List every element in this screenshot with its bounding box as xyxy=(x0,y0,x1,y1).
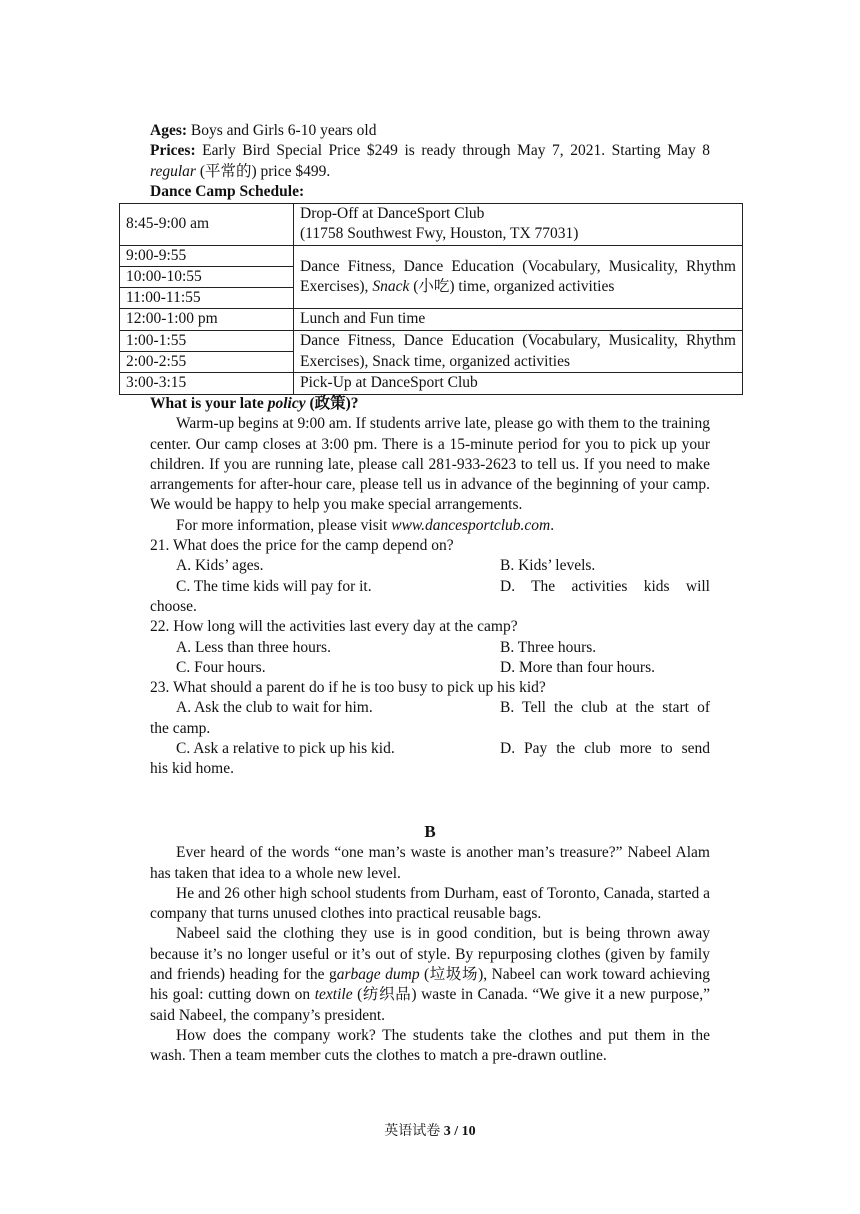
more-info-text: For more information, please visit xyxy=(176,516,392,534)
paragraph: He and 26 other high school students from Durham, east of Toronto, Canada, started a company that turns unused clothes into practical reusable bags. xyxy=(150,884,710,923)
time-cell: 12:00-1:00 pm xyxy=(120,309,294,330)
schedule-heading xyxy=(150,182,710,202)
schedule-table xyxy=(119,203,743,395)
options-row xyxy=(150,739,710,759)
option-d-continued: choose. xyxy=(150,597,197,615)
paragraph xyxy=(150,924,710,1025)
policy-word: policy xyxy=(267,395,306,412)
time-cell: 3:00-3:15 xyxy=(120,373,294,394)
options-row xyxy=(150,658,710,678)
activity-cell xyxy=(294,245,743,309)
options-row xyxy=(150,698,710,718)
activity-cell: Dance Fitness, Dance Education (Vocabulary, Musicality, Rhythm Exercises), Snack time, organized activities xyxy=(294,330,743,373)
options-row xyxy=(150,638,710,658)
option-c[interactable]: C. The time kids will pay for it. xyxy=(176,577,372,595)
policy-paragraph: Warm-up begins at 9:00 am. If students arrive late, please go with them to the training center. Our camp closes at 3:00 pm. There is a 15-minute period for you to pick up your children. If you are running late, please call 281-933-2623 to tell us. If you need to make arrangements for after-hour care, please tell us in advance of the beginning of your camp. We would be happy to help you make special arrangements. xyxy=(150,415,710,514)
page-footer xyxy=(0,1120,860,1140)
activity-line: (11758 Southwest Fwy, Houston, TX 77031) xyxy=(300,225,579,243)
prices-line xyxy=(150,141,710,182)
time-cell: 10:00-10:55 xyxy=(120,266,294,287)
footer-label: 英语试卷 xyxy=(384,1124,444,1139)
prices-text: Early Bird Special Price $249 is ready through May 7, 2021. Starting May 8 xyxy=(195,142,710,160)
activity-line: Drop-Off at DanceSport Club xyxy=(300,205,485,222)
snack-word: Snack xyxy=(372,278,410,296)
option-c[interactable]: C. Ask a relative to pick up his kid. xyxy=(176,740,395,758)
activity-text: (小吃) time, organized activities xyxy=(409,278,615,296)
prices-label: Prices: xyxy=(150,142,196,160)
table-row xyxy=(120,309,743,330)
table-row xyxy=(120,204,743,246)
time-cell: 8:45-9:00 am xyxy=(120,204,294,246)
ages-text: Boys and Girls 6-10 years old xyxy=(187,122,377,139)
policy-heading xyxy=(150,394,710,414)
paragraph: How does the company work? The students take the clothes and put them in the wash. Then a team member cuts the clothes to match a pre-drawn outline. xyxy=(150,1026,710,1065)
paragraph-text: Nabeel said the clothing they use is in good condition, but is being thrown away because it’s no longer useful or it’s out of style. By repurposing clothes (given by family and friends) heading for the g xyxy=(150,925,710,984)
ages-label: Ages: xyxy=(150,122,188,139)
option-d-continued: his kid home. xyxy=(150,760,234,778)
policy-heading-end: (政策)? xyxy=(305,395,359,412)
question-21: 21. What does the price for the camp depend on? xyxy=(150,537,454,555)
time-cell: 1:00-1:55 xyxy=(120,330,294,351)
policy-heading-text: What is your late xyxy=(150,395,268,412)
option-d[interactable]: D. Pay the club more to send xyxy=(500,740,710,758)
options-row xyxy=(150,577,710,597)
time-cell: 2:00-2:55 xyxy=(120,352,294,373)
time-cell: 11:00-11:55 xyxy=(120,288,294,309)
schedule-label: Dance Camp Schedule: xyxy=(150,182,305,200)
option-a[interactable]: A. Kids’ ages. xyxy=(176,557,264,575)
section-b xyxy=(150,822,710,1067)
option-a[interactable]: A. Less than three hours. xyxy=(176,638,331,656)
camp-info xyxy=(150,121,710,202)
paragraph: Ever heard of the words “one man’s waste is another man’s treasure?” Nabeel Alam has taken that idea to a whole new level. xyxy=(150,844,710,882)
option-b[interactable]: B. Tell the club at the start of xyxy=(500,699,710,717)
garbage-dump-word: arbage dump xyxy=(336,966,420,984)
table-row xyxy=(120,245,743,266)
option-b[interactable]: B. Three hours. xyxy=(500,638,597,656)
option-a[interactable]: A. Ask the club to wait for him. xyxy=(176,699,373,717)
activity-cell: Lunch and Fun time xyxy=(294,309,743,330)
more-info-line xyxy=(150,516,710,536)
more-info-end: . xyxy=(550,516,555,534)
question-22: 22. How long will the activities last every day at the camp? xyxy=(150,618,518,636)
prices-text-end: (平常的) price $499. xyxy=(195,162,331,180)
option-b[interactable]: B. Kids’ levels. xyxy=(500,557,596,575)
regular-word: regular xyxy=(150,162,196,180)
textile-word: textile xyxy=(314,986,353,1004)
paragraph-text: (垃圾场), Nabeel can work toward achieving his goal: cutting down on xyxy=(150,966,710,1004)
option-b-continued: the camp. xyxy=(150,719,211,737)
option-d[interactable]: D. The activities kids will xyxy=(500,577,710,595)
ages-line xyxy=(150,121,710,141)
section-title: B xyxy=(424,822,436,841)
options-row xyxy=(150,556,710,576)
website-link[interactable]: www.dancesportclub.com xyxy=(391,516,551,534)
activity-text: Dance Fitness, Dance Education (Vocabulary, Musicality, Rhythm Exercises), xyxy=(300,257,736,296)
page-number: 3 / 10 xyxy=(443,1124,476,1139)
activity-cell xyxy=(294,204,743,246)
policy-and-questions xyxy=(150,394,710,780)
option-c[interactable]: C. Four hours. xyxy=(176,658,266,676)
table-row xyxy=(120,373,743,394)
option-d[interactable]: D. More than four hours. xyxy=(500,658,655,676)
time-cell: 9:00-9:55 xyxy=(120,245,294,266)
question-23: 23. What should a parent do if he is too busy to pick up his kid? xyxy=(150,679,546,697)
paragraph-text: (纺织品) waste in Canada. “We give it a new purpose,” said Nabeel, the company’s president. xyxy=(150,986,710,1024)
activity-cell: Pick-Up at DanceSport Club xyxy=(294,373,743,394)
table-row xyxy=(120,330,743,351)
